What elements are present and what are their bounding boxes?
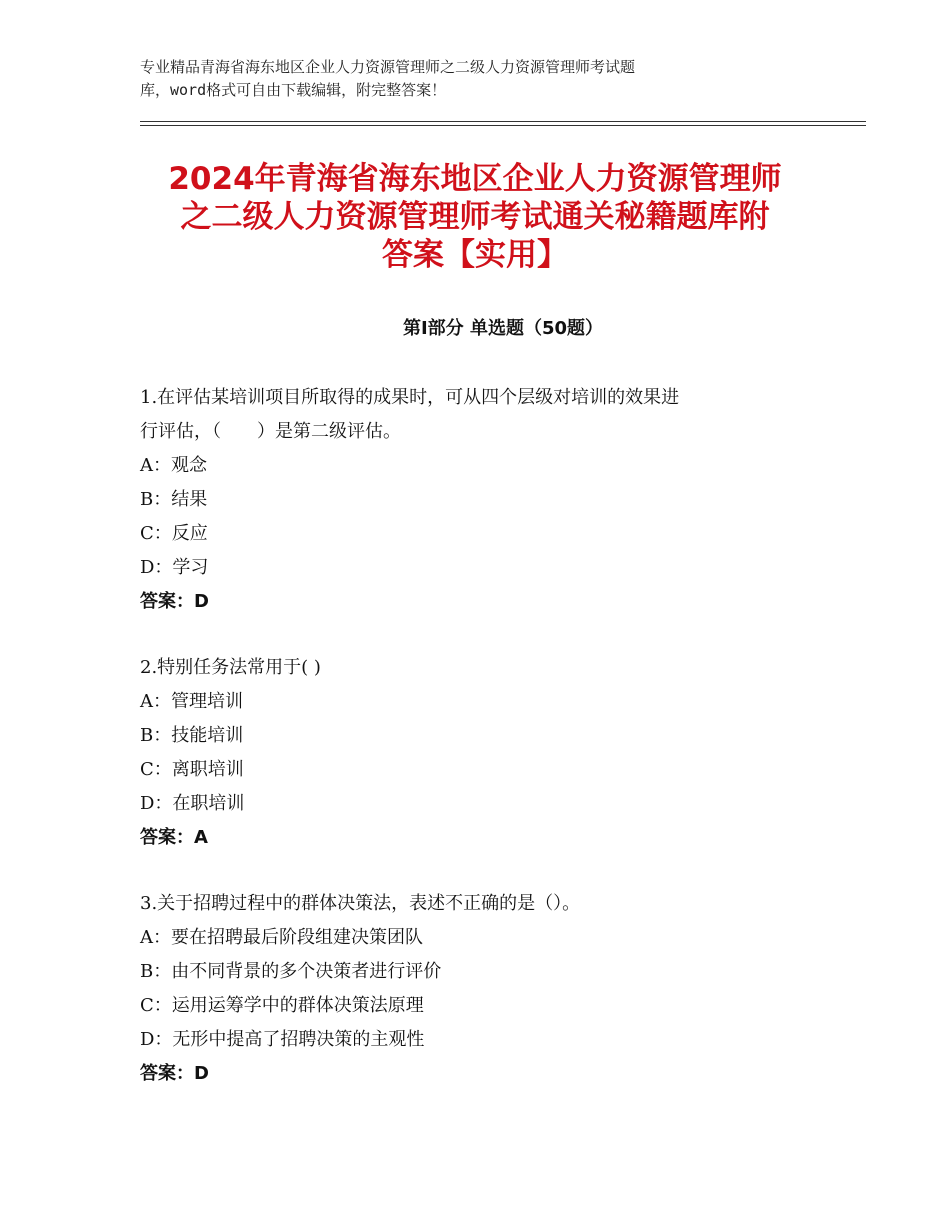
question-3: [140, 887, 820, 1091]
answer-label: 答案：A: [140, 827, 208, 848]
option-c: C：反应: [140, 523, 208, 544]
option-a: A：要在招聘最后阶段组建决策团队: [140, 927, 423, 948]
title-line: 2024年青海省海东地区企业人力资源管理师: [168, 161, 782, 197]
option-d: D：学习: [140, 557, 209, 578]
option-d: D：在职培训: [140, 793, 245, 814]
option-a: A：观念: [140, 455, 207, 476]
option-c: C：运用运筹学中的群体决策法原理: [140, 995, 424, 1016]
question-stem: 行评估，（ ）是第二级评估。: [140, 421, 401, 442]
option-c: C：离职培训: [140, 759, 244, 780]
header-divider: [140, 121, 866, 126]
title-line: 之二级人力资源管理师考试通关秘籍题库附: [180, 199, 770, 235]
option-a: A：管理培训: [140, 691, 243, 712]
header-note: [140, 56, 780, 102]
title-line: 答案【实用】: [382, 237, 568, 273]
question-list: [140, 381, 820, 1123]
question-stem: 3.关于招聘过程中的群体决策法，表述不正确的是（）。: [140, 893, 581, 914]
header-note-line: 库，word格式可自由下载编辑，附完整答案！: [140, 81, 447, 99]
question-stem: 2.特别任务法常用于( ): [140, 657, 321, 678]
answer-label: 答案：D: [140, 591, 209, 612]
question-2: [140, 651, 820, 855]
question-stem: 1.在评估某培训项目所取得的成果时，可从四个层级对培训的效果进: [140, 387, 680, 408]
header-note-line: 专业精品青海省海东地区企业人力资源管理师之二级人力资源管理师考试题: [140, 58, 636, 76]
option-b: B：技能培训: [140, 725, 244, 746]
document-title: [130, 160, 820, 274]
option-b: B：由不同背景的多个决策者进行评价: [140, 961, 442, 982]
section-heading: 第Ⅰ部分 单选题（50题）: [402, 318, 603, 339]
question-1: [140, 381, 820, 619]
option-d: D：无形中提高了招聘决策的主观性: [140, 1029, 425, 1050]
answer-label: 答案：D: [140, 1063, 209, 1084]
option-b: B：结果: [140, 489, 208, 510]
